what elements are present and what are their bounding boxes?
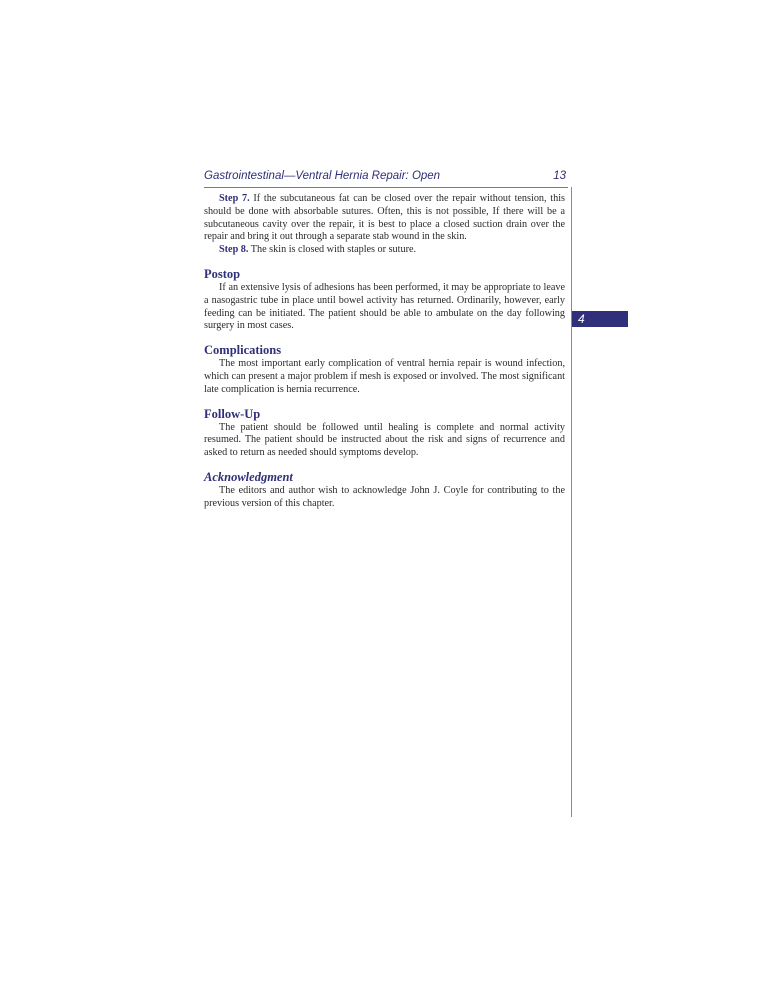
- step-8-label: Step 8.: [219, 244, 249, 256]
- postop-heading: Postop: [204, 266, 241, 281]
- postop-section: [204, 267, 565, 333]
- running-head-title: Gastrointestinal—Ventral Hernia Repair: Open: [204, 170, 441, 182]
- complications-heading: Complications: [204, 343, 282, 358]
- acknowledgment-section: [204, 470, 565, 511]
- acknowledgment-heading: Acknowledgment: [204, 469, 293, 484]
- chapter-tab: 4: [572, 311, 628, 327]
- running-head: [204, 169, 568, 188]
- step-8-paragraph: [204, 244, 565, 257]
- follow-up-section: [204, 407, 565, 460]
- follow-up-heading: Follow-Up: [204, 406, 261, 421]
- margin-rule: [571, 187, 572, 817]
- postop-body: If an extensive lysis of adhesions has been performed, it may be appropriate to leave a nasogastric tube in place until bowel activity has returned. Ordinarily, however, early feeding can be initiated. The patient should be able to ambulate on the day following surgery in most cases.: [204, 281, 565, 332]
- acknowledgment-body: The editors and author wish to acknowledge John J. Coyle for contributing to the previous version of this chapter.: [204, 484, 565, 509]
- page-body: [204, 193, 565, 511]
- step-7-paragraph: [204, 193, 565, 244]
- page-number: 13: [553, 170, 566, 182]
- complications-section: [204, 343, 565, 396]
- complications-body: The most important early complication of ventral hernia repair is wound infection, which can present a major problem if mesh is exposed or involved. The most significant late complication is hernia recurrence.: [204, 358, 565, 395]
- step-7-text: If the subcutaneous fat can be closed over the repair without tension, this should be done with absorbable sutures. Often, this is not possible, If there will be a subcutaneous cavity over the repair, it is best to place a closed suction drain over the repair and bring it out through a separate stab wound in the skin.: [204, 193, 566, 243]
- follow-up-body: The patient should be followed until healing is complete and normal activity resumed. The patient should be instructed about the risk and signs of recurrence and asked to return as needed should symptoms develop.: [204, 421, 565, 459]
- step-8-text: The skin is closed with staples or suture.: [248, 244, 417, 256]
- step-7-label: Step 7.: [219, 193, 250, 204]
